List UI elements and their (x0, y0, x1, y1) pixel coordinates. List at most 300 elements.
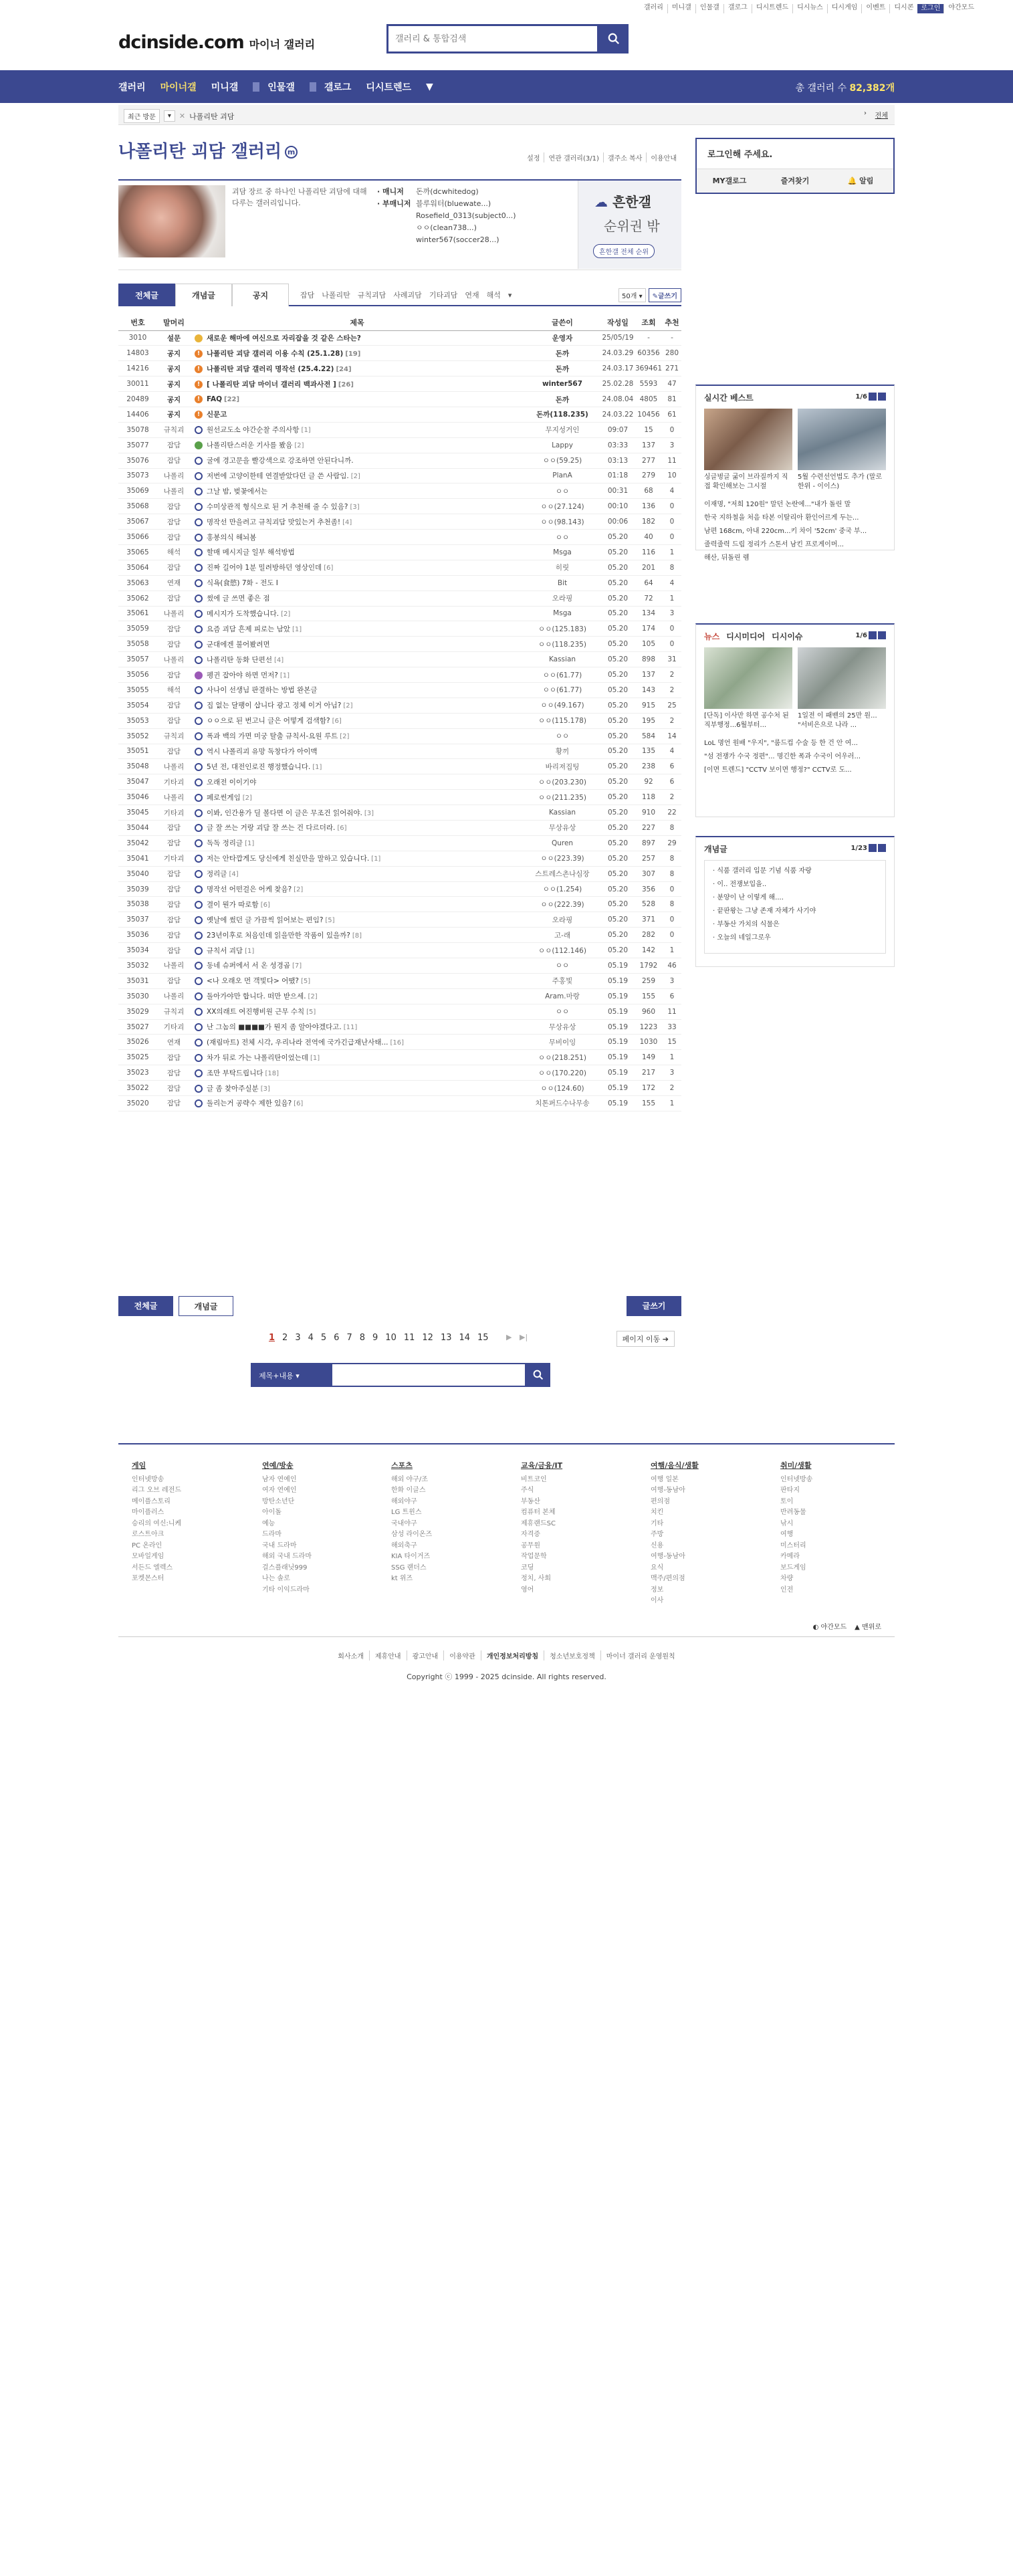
footer-link[interactable]: 부동산 (521, 1497, 540, 1505)
post-title-cell[interactable] (191, 759, 524, 774)
footer-link[interactable]: 정치, 사회 (521, 1575, 551, 1582)
page-number[interactable]: 9 (372, 1333, 378, 1343)
comment-count[interactable]: [6] (324, 564, 334, 572)
post-writer[interactable] (524, 851, 601, 866)
writer-name[interactable]: 무비이잉 (548, 1038, 576, 1047)
post-title[interactable]: 글 잘 쓰는 거랑 괴담 잘 쓰는 건 다르더라. (207, 824, 336, 833)
comment-count[interactable]: [3] (350, 503, 360, 511)
writer-name[interactable]: 돈까 (555, 349, 570, 358)
footer-column-title[interactable]: 연예/방송 (262, 1461, 294, 1470)
table-row[interactable] (118, 713, 681, 728)
footer-link[interactable]: 해외 야구/조 (391, 1475, 428, 1483)
post-title[interactable]: 페로썬게임 (207, 793, 241, 802)
writer-name[interactable]: ㅇㅇ(211.235) (538, 793, 586, 802)
footer-column-title[interactable]: 스포츠 (391, 1461, 413, 1470)
write-button-top[interactable] (649, 288, 681, 302)
concept-list-item[interactable]: · 분양이 난 이렇게 해.... (713, 894, 784, 901)
footer-link[interactable]: 정보 (651, 1586, 664, 1594)
footer-link[interactable]: 승리의 여신:니케 (132, 1519, 182, 1527)
post-title-cell[interactable] (191, 1065, 524, 1081)
post-title[interactable]: 5년 전, 대전인로진 행정했습니다. (207, 762, 311, 771)
writer-name[interactable]: ㅇㅇ (555, 487, 570, 496)
writer-name[interactable]: 스트레스촌나심장 (535, 870, 590, 879)
table-row[interactable] (118, 728, 681, 744)
post-title-cell[interactable] (191, 866, 524, 881)
top-link[interactable]: 미니갤 (667, 4, 695, 13)
post-writer[interactable] (524, 330, 601, 346)
recent-all-link[interactable]: 전체 (875, 112, 888, 120)
post-title[interactable]: 옛날에 썼던 글 가끔씩 읽어보는 편임? (207, 916, 324, 924)
post-title[interactable]: 그날 밤, 벚꽃에서는 (207, 487, 268, 496)
writer-name[interactable]: ㅇㅇ (555, 962, 570, 970)
post-title-cell[interactable] (191, 407, 524, 422)
post-writer[interactable] (524, 560, 601, 575)
writer-name[interactable]: 돈까 (555, 395, 570, 404)
post-writer[interactable] (524, 1065, 601, 1081)
top-link[interactable]: 이벤트 (861, 4, 889, 13)
top-link[interactable]: 야간모드 (943, 4, 978, 13)
post-writer[interactable] (524, 697, 601, 713)
comment-count[interactable]: [1] (245, 947, 255, 955)
comment-count[interactable]: [1] (310, 1054, 320, 1062)
comment-count[interactable]: [19] (345, 350, 361, 358)
table-row[interactable] (118, 682, 681, 697)
footer-bottom-link[interactable]: 이용약관 (443, 1650, 481, 1660)
writer-name[interactable]: ㅇㅇ(118.235) (538, 640, 586, 649)
footer-link[interactable]: 아이돌 (262, 1509, 282, 1516)
table-row[interactable] (118, 958, 681, 974)
menu-more-icon[interactable]: ▼ (426, 81, 433, 92)
head-filter[interactable]: 나폴리탄 (322, 291, 350, 300)
bottom-write-button[interactable]: 글쓰기 (627, 1296, 681, 1316)
post-title-cell[interactable] (191, 821, 524, 836)
post-writer[interactable] (524, 759, 601, 774)
rank-all-button[interactable]: 흔한갤 전체 순위 (593, 244, 655, 258)
writer-name[interactable]: ㅇㅇ(222.39) (540, 900, 584, 909)
footer-bottom-link[interactable]: 광고안내 (407, 1650, 444, 1660)
post-title[interactable]: 저는 안타깝게도 당신에게 친실만을 말하고 있습니다. (207, 855, 370, 863)
post-writer[interactable] (524, 606, 601, 621)
page-number[interactable]: 13 (440, 1333, 452, 1343)
post-writer[interactable] (524, 1019, 601, 1035)
realtime-thumb[interactable] (704, 409, 792, 470)
comment-count[interactable]: [2] (343, 702, 353, 710)
writer-name[interactable]: Aram.마랑 (545, 992, 580, 1001)
footer-bottom-link[interactable]: 회사소개 (338, 1653, 364, 1660)
table-row[interactable] (118, 1081, 681, 1096)
writer-name[interactable]: winter567 (542, 380, 582, 389)
post-writer[interactable] (524, 744, 601, 759)
comment-count[interactable]: [6] (337, 825, 347, 833)
post-writer[interactable] (524, 1081, 601, 1096)
tab-all[interactable]: 전체글 (118, 284, 175, 306)
post-title-cell[interactable] (191, 544, 524, 560)
writer-name[interactable]: 히릿 (555, 564, 570, 572)
my-gallog-button[interactable]: MY갤로그 (712, 177, 747, 185)
post-writer[interactable] (524, 790, 601, 805)
comment-count[interactable]: [3] (260, 1085, 270, 1093)
footer-link[interactable]: 한화 이글스 (391, 1487, 426, 1494)
footer-link[interactable]: 삼성 라이온즈 (391, 1531, 433, 1538)
writer-name[interactable]: ㅇㅇ (555, 1008, 570, 1016)
post-writer[interactable] (524, 453, 601, 468)
top-link[interactable]: 갤로그 (723, 4, 752, 13)
head-filter[interactable]: 규칙괴담 (357, 291, 386, 300)
footer-link[interactable]: kt 위즈 (391, 1575, 413, 1582)
comment-count[interactable]: [1] (371, 855, 381, 863)
footer-link[interactable]: 영어 (521, 1586, 534, 1594)
writer-name[interactable]: ㅇㅇ(27.124) (540, 502, 584, 511)
table-row[interactable] (118, 575, 681, 591)
post-title[interactable]: 역시 나폴리괴 유망 독창다가 아이맥 (207, 747, 318, 756)
table-row[interactable] (118, 943, 681, 958)
post-title[interactable]: 나폴리탄 괴담 갤러리 이용 수칙 (25.1.28) (207, 349, 344, 358)
writer-name[interactable]: ㅇㅇ(218.251) (538, 1053, 586, 1062)
writer-name[interactable]: 고-래 (554, 931, 571, 940)
alarm-button[interactable] (828, 169, 893, 193)
post-writer[interactable] (524, 821, 601, 836)
post-title[interactable]: XX의래트 여진행비원 근무 수칙 (207, 1008, 305, 1016)
footer-link[interactable]: 보드게임 (780, 1564, 806, 1572)
comment-count[interactable]: [1] (279, 671, 290, 679)
post-title[interactable]: 썼에 글 쓰면 좋은 점 (207, 595, 270, 603)
writer-name[interactable]: Quren (551, 839, 574, 847)
realtime-title[interactable]: 실시간 베스트 (704, 393, 754, 403)
submanager-name[interactable]: winter567(soccer28...) (416, 235, 499, 244)
post-title[interactable]: 정리글 (207, 870, 227, 879)
recent-visit-button[interactable]: 최근 방문 (124, 109, 160, 123)
writer-name[interactable]: ㅇㅇ(1.254) (542, 885, 582, 893)
post-title-cell[interactable] (191, 943, 524, 958)
post-writer[interactable] (524, 407, 601, 422)
post-writer[interactable] (524, 422, 601, 437)
post-writer[interactable] (524, 897, 601, 912)
writer-name[interactable]: ㅇㅇ(98.143) (540, 518, 584, 526)
footer-bottom-link[interactable]: 제휴안내 (369, 1650, 407, 1660)
footer-link[interactable]: 인전 (780, 1586, 794, 1594)
comment-count[interactable]: [1] (301, 427, 311, 435)
footer-link[interactable]: 해외 국내 드라마 (262, 1553, 312, 1560)
post-title[interactable]: 식욕(食慾) 7화 - 전도 I (207, 579, 278, 588)
post-writer[interactable] (524, 1096, 601, 1111)
post-writer[interactable] (524, 912, 601, 928)
footer-link[interactable]: 카메라 (780, 1553, 800, 1560)
table-row[interactable] (118, 912, 681, 928)
gnb-item[interactable]: 미니갤 (211, 82, 239, 93)
comment-count[interactable]: [2] (242, 794, 252, 802)
table-row[interactable] (118, 484, 681, 499)
tab-notice[interactable]: 공지 (232, 284, 289, 306)
post-writer[interactable] (524, 361, 601, 377)
top-link[interactable]: 인물갤 (695, 4, 723, 13)
comment-count[interactable]: [6] (260, 901, 270, 909)
count-select[interactable]: 50개 ▾ (618, 288, 646, 302)
post-title-cell[interactable] (191, 774, 524, 790)
favorites-button[interactable]: 즐겨찾기 (780, 177, 810, 185)
realtime-caption[interactable]: 5월 수련선언법도 추가 (말로한위 - 이이스) (798, 473, 883, 490)
head-filter[interactable]: 사례괴담 (393, 291, 422, 300)
comment-count[interactable]: [4] (273, 656, 284, 664)
writer-name[interactable]: ㅇㅇ(125.183) (538, 625, 586, 633)
footer-link[interactable]: 기타 이익드라마 (262, 1586, 310, 1594)
page-number[interactable]: 11 (403, 1333, 415, 1343)
realtime-list-item[interactable]: 남편 168cm, 아내 220cm...키 차이 '52cm' 중국 부... (704, 528, 867, 535)
comment-count[interactable]: [2] (350, 472, 360, 480)
post-title[interactable]: 돌아가야만 합니다. 떠만 받으세. (207, 992, 306, 1001)
manager-name[interactable]: 돈까(dcwhitedog) (416, 187, 479, 196)
post-writer[interactable] (524, 866, 601, 881)
table-row[interactable] (118, 499, 681, 514)
footer-link[interactable]: 국내야구 (391, 1519, 417, 1527)
comment-count[interactable]: [16] (390, 1039, 405, 1047)
post-title[interactable]: FAQ (207, 395, 223, 403)
post-title[interactable]: 요즘 괴담 흔제 피로는 남았 (207, 625, 290, 633)
post-title-cell[interactable] (191, 958, 524, 974)
table-row[interactable] (118, 437, 681, 453)
table-row[interactable] (118, 407, 681, 422)
close-icon[interactable]: ✕ (179, 112, 186, 120)
footer-link[interactable]: 국내 드라마 (262, 1541, 297, 1549)
realtime-list-item[interactable]: 해산, 뒤돌린 렘 (704, 554, 750, 562)
gnb-item[interactable]: 갤로그 (324, 82, 352, 93)
writer-name[interactable]: 돈까(118.235) (536, 411, 588, 419)
concept-title[interactable]: 개념글 (704, 844, 727, 854)
top-link[interactable]: 디시게임 (827, 4, 862, 13)
gnb-item[interactable]: 갤러리 (118, 82, 146, 93)
tab-dcissue[interactable]: 디시이슈 (772, 631, 803, 641)
page-number[interactable]: 5 (320, 1333, 327, 1343)
footer-link[interactable]: 나는 솔로 (262, 1575, 290, 1582)
comment-count[interactable]: [2] (281, 610, 291, 618)
post-title[interactable]: 명작선 만을려고 규칙괴담 맛있는거 추천좀! (207, 518, 341, 526)
news-thumb[interactable] (798, 647, 886, 709)
news-list-item[interactable]: LoL 명언 원배 "우지", "룸드컵 수술 등 한 건 안 여... (704, 740, 858, 747)
footer-link[interactable]: 자격증 (521, 1531, 540, 1538)
footer-link[interactable]: 서든드 엘렉스 (132, 1564, 173, 1572)
footer-link[interactable]: 주방 (651, 1531, 664, 1538)
page-number[interactable]: 1 (269, 1333, 275, 1343)
page-number[interactable]: 15 (477, 1333, 489, 1343)
news-caption[interactable]: 1일전 이 패밴의 25만 원... "서비은으로 나라 ... (798, 712, 877, 729)
writer-name[interactable]: ㅇㅇ(59.25) (542, 457, 582, 465)
post-title[interactable]: 사나이 선생님 판결하는 방법 완본글 (207, 686, 318, 695)
table-row[interactable] (118, 468, 681, 484)
footer-link[interactable]: 판타지 (780, 1487, 800, 1494)
post-title[interactable]: 나폴리탄 괴담 갤러리 명작선 (25.4.22) (207, 364, 334, 373)
post-title-cell[interactable] (191, 1004, 524, 1019)
footer-column-title[interactable]: 교육/금융/IT (521, 1461, 563, 1470)
next-icon[interactable] (878, 631, 886, 639)
footer-column-title[interactable]: 취미/생활 (780, 1461, 812, 1470)
post-writer[interactable] (524, 377, 601, 392)
post-title-cell[interactable] (191, 468, 524, 484)
footer-bottom-link[interactable]: 청소년보호정책 (544, 1650, 600, 1660)
footer-link[interactable]: LG 트윈스 (391, 1509, 422, 1516)
table-row[interactable] (118, 774, 681, 790)
post-writer[interactable] (524, 682, 601, 697)
post-title[interactable]: <나 오래오 먼 객빛다> 어땠? (207, 977, 299, 986)
post-title-cell[interactable] (191, 713, 524, 728)
footer-link[interactable]: 여행-동남아 (651, 1487, 685, 1494)
next-arrow-icon[interactable]: › (864, 110, 867, 117)
table-row[interactable] (118, 881, 681, 897)
footer-bottom-link[interactable]: 마이너 갤러리 운영원칙 (600, 1650, 681, 1660)
post-title[interactable]: 집 없는 달팽이 삽니다 광고 정체 이거 아님? (207, 702, 342, 710)
post-title[interactable]: 수미상관적 형식으로 된 거 추천해 줄 수 있음? (207, 502, 348, 511)
site-logo[interactable] (118, 32, 315, 53)
comment-count[interactable]: [5] (300, 978, 311, 986)
footer-link[interactable]: 예능 (262, 1519, 275, 1527)
login-prompt[interactable]: 로그인해 주세요. (707, 150, 773, 160)
post-title[interactable]: 진짜 길어야 1분 밀려방하던 영상인데 (207, 564, 322, 572)
writer-name[interactable]: 돈까 (555, 364, 570, 373)
post-title-cell[interactable] (191, 637, 524, 652)
realtime-list-item[interactable]: 한국 지하철을 처음 타본 이탈리아 환인어르게 두는... (704, 514, 859, 522)
footer-link[interactable]: PC 온라인 (132, 1541, 162, 1549)
post-writer[interactable] (524, 544, 601, 560)
post-writer[interactable] (524, 484, 601, 499)
post-title-cell[interactable] (191, 1081, 524, 1096)
post-title-cell[interactable] (191, 744, 524, 759)
footer-link[interactable]: 반려동물 (780, 1509, 806, 1516)
table-row[interactable] (118, 667, 681, 683)
post-title-cell[interactable] (191, 422, 524, 437)
table-row[interactable] (118, 1096, 681, 1111)
post-writer[interactable] (524, 1050, 601, 1065)
footer-link[interactable]: 신용 (651, 1541, 664, 1549)
post-title-cell[interactable] (191, 851, 524, 866)
comment-count[interactable]: [11] (343, 1024, 358, 1032)
footer-link[interactable]: 작업문학 (521, 1553, 547, 1560)
post-title-cell[interactable] (191, 377, 524, 392)
post-title[interactable]: 명작선 어떤걸은 어케 찾음? (207, 885, 292, 893)
prev-icon[interactable] (869, 844, 877, 852)
footer-link[interactable]: 걸스플래닛999 (262, 1564, 308, 1572)
footer-link[interactable]: 해외축구 (391, 1541, 417, 1549)
post-title[interactable]: 굴에 경고문을 빨강색으로 강조하면 안된다니까. (207, 457, 354, 465)
post-title[interactable]: 나폴리탄 동화 단편선 (207, 655, 272, 664)
comment-count[interactable]: [18] (265, 1069, 279, 1077)
footer-link[interactable]: 마이플러스 (132, 1509, 164, 1516)
comment-count[interactable]: [6] (332, 718, 342, 726)
footer-column-title[interactable]: 여행/음식/생활 (651, 1461, 699, 1470)
footer-link[interactable]: 기타 (651, 1519, 664, 1527)
table-row[interactable] (118, 591, 681, 606)
news-list-item[interactable]: [이면 트렌드] "CCTV 보이면 행정?" CCTV로 도... (704, 766, 852, 774)
post-title-cell[interactable] (191, 1035, 524, 1050)
footer-link[interactable]: 모바일게임 (132, 1553, 164, 1560)
post-writer[interactable] (524, 973, 601, 988)
comment-count[interactable]: [2] (294, 442, 304, 450)
footer-link[interactable]: 여행-동남아 (651, 1553, 685, 1560)
writer-name[interactable]: 오라핑 (552, 916, 573, 924)
footer-link[interactable]: 미스터리 (780, 1541, 806, 1549)
writer-name[interactable]: ㅇㅇ(61.77) (542, 686, 582, 695)
comment-count[interactable]: [1] (312, 763, 322, 771)
post-title-cell[interactable] (191, 560, 524, 575)
footer-link[interactable]: 메이플스토리 (132, 1497, 171, 1505)
post-title-cell[interactable] (191, 667, 524, 683)
page-number[interactable]: 4 (308, 1333, 314, 1343)
page-number[interactable]: 2 (282, 1333, 288, 1343)
footer-link[interactable]: 해외야구 (391, 1497, 417, 1505)
page-number[interactable]: 14 (459, 1333, 471, 1343)
post-title[interactable]: 메시지가 도착했습니다. (207, 609, 279, 618)
footer-link[interactable]: 리그 오브 레전드 (132, 1487, 181, 1494)
realtime-list-item[interactable]: 줄력줄력 드립 정리가 스톤서 남킨 프로게이머... (704, 541, 844, 548)
writer-name[interactable]: ㅇㅇ(61.77) (542, 671, 582, 679)
search-button[interactable] (599, 24, 629, 53)
post-title[interactable]: (재림마트) 전체 시각, 우리나라 전역에 국가긴급재난사태... (207, 1038, 388, 1047)
post-title-cell[interactable] (191, 606, 524, 621)
next-icon[interactable] (878, 393, 886, 401)
footer-link[interactable]: 코딩 (521, 1564, 534, 1572)
head-more-icon[interactable]: ▾ (508, 290, 512, 300)
writer-name[interactable]: ㅇㅇ(124.60) (540, 1084, 584, 1093)
writer-name[interactable]: Lappy (552, 441, 573, 449)
search-input[interactable] (388, 26, 597, 51)
comment-count[interactable]: [1] (245, 840, 255, 848)
post-writer[interactable] (524, 652, 601, 667)
bottom-search-button[interactable] (526, 1363, 550, 1387)
post-writer[interactable] (524, 958, 601, 974)
footer-link[interactable]: 차량 (780, 1575, 794, 1582)
writer-name[interactable]: 운영자 (552, 334, 573, 342)
footer-link[interactable]: 로스트아크 (132, 1531, 164, 1538)
post-title-cell[interactable] (191, 881, 524, 897)
post-writer[interactable] (524, 805, 601, 821)
post-writer[interactable] (524, 514, 601, 530)
footer-link[interactable]: 토이 (780, 1497, 794, 1505)
footer-column-title[interactable]: 게임 (132, 1461, 146, 1470)
gallery-tool-link[interactable]: 갤주소 복사 (603, 152, 646, 163)
comment-count[interactable]: [8] (352, 932, 362, 940)
post-writer[interactable] (524, 713, 601, 728)
post-writer[interactable] (524, 621, 601, 637)
footer-link[interactable]: 포켓몬스터 (132, 1575, 164, 1582)
post-writer[interactable] (524, 943, 601, 958)
post-title[interactable]: 조만 부탁드립니다 (207, 1069, 263, 1077)
post-writer[interactable] (524, 591, 601, 606)
table-row[interactable] (118, 697, 681, 713)
table-row[interactable] (118, 973, 681, 988)
search-type-select[interactable]: 제목+내용 ▾ (251, 1363, 332, 1387)
writer-name[interactable]: 치톤퍼드수나무송 (535, 1099, 590, 1108)
writer-name[interactable]: 무상유상 (548, 1023, 576, 1032)
footer-link[interactable]: 여행 일본 (651, 1475, 679, 1483)
table-row[interactable] (118, 1050, 681, 1065)
comment-count[interactable]: [7] (292, 962, 302, 970)
footer-link[interactable]: 맥주/편의점 (651, 1575, 685, 1582)
table-row[interactable] (118, 530, 681, 545)
recent-toggle[interactable]: ▾ (164, 110, 175, 122)
realtime-list-item[interactable]: 이재명, "저희 120원" 말던 논란에..."내가 돌린 말 (704, 501, 851, 508)
post-title[interactable]: 동네 슈퍼에서 서 온 성경곱 (207, 962, 290, 970)
gallery-tool-link[interactable]: 이용안내 (646, 152, 681, 163)
post-title-cell[interactable] (191, 330, 524, 346)
post-title[interactable]: 나폴리탄스러운 기사를 봤음 (207, 441, 293, 450)
footer-link[interactable]: SSG 랜더스 (391, 1564, 427, 1572)
writer-name[interactable]: ㅇㅇ(49.167) (540, 702, 584, 710)
writer-name[interactable]: 바리져집팅 (545, 762, 580, 771)
post-title[interactable]: 신문고 (207, 411, 227, 419)
writer-name[interactable]: 오라핑 (552, 595, 573, 603)
comment-count[interactable]: [1] (292, 625, 302, 633)
post-title-cell[interactable] (191, 575, 524, 591)
table-row[interactable] (118, 744, 681, 759)
comment-count[interactable]: [5] (325, 916, 335, 924)
post-writer[interactable] (524, 392, 601, 407)
